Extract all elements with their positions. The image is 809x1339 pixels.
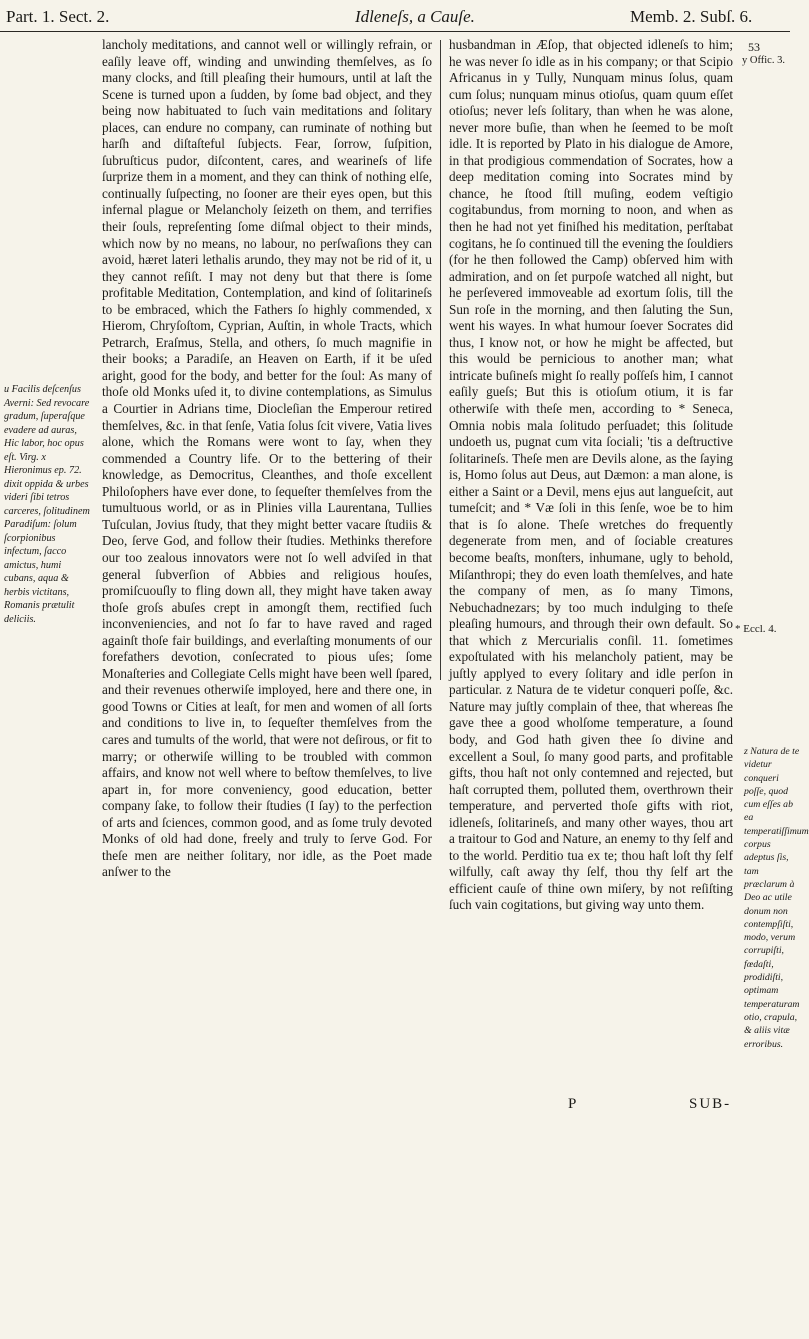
column-divider (440, 40, 441, 680)
header-member-subsection: Memb. 2. Subſ. 6. (630, 7, 753, 26)
header-part-section: Part. 1. Sect. 2. (6, 7, 110, 26)
catchword: SUB- (689, 1096, 732, 1112)
right-margin-notes: z Natura de te videtur conqueri poſſe, quod cum eſſes ab ea temperatiſſimum corpus adeptus ſis, tam præclarum à Deo ac utile donum non contempſiſti, modo, verum corrupiſti, fœdaſti, prodidiſti, optimam temperaturam otio, crapula, & aliis vitæ erroribus. (744, 746, 809, 1050)
right-text-column (449, 37, 733, 914)
header-rule (0, 31, 790, 32)
left-text-column (102, 37, 432, 881)
signature-mark: P (568, 1096, 577, 1112)
left-column-text: lancholy meditations, and cannot well or willingly refrain, or eaſily leave off, winding and unwinding themſelves, as ſo many clocks, and ſtill pleaſing their humours, until at laſt the Scene is turned upon a ſudden, by ſome bad object, and they being now habituated to ſuch vain meditations and ſolitary places, can endure no company, can ruminate of nothing but harſh and diſtaſteful ſubjects. Fear, ſorrow, ſuſpition, ſubruſticus pudor, diſcontent, cares, and wearineſs of life ſurprize them in a moment, and they can think of nothing elſe, continually ſuſpecting, no ſooner are their eyes open, but this infernal plague or Melancholy ſeizeth on them, and terrifies their ſouls, repreſenting ſome diſmal object to their minds, which now by no means, no labour, no perſwaſions they can avoid, hæret lateri lethalis arundo, they may not be rid of it, u they cannot reſiſt. I may not deny but that there is ſome profitable Meditation, Contemplation, and kind of ſolitarineſs to be embraced, which the Fathers ſo highly commended, x Hierom, Chryſoſtom, Cyprian, Auſtin, in whole Tracts, which Petrarch, Eraſmus, Stella, and others, ſo much magnifie in their books; a Paradiſe, an Heaven on Earth, if it be uſed aright, good for the body, and better for the ſoul: As many of thoſe old Monks uſed it, to divine contemplations, as Simulus a Courtier in Adrians time, Diocleſian the Emperour retired themſelves, &c. in that ſenſe, Vatia ſolus ſcit vivere, Vatia lives alone, which the Romans were wont to ſay, when they commended a Country life. Or to the bettering of their knowledge, as Democritus, Cleanthes, and thoſe excellent Philoſophers have ever done, to ſequeſter themſelves from the tumultuous world, or as in Plinies villa Laurentana, Tullies Tuſculan, Jovius ſtudy, that they might better vacare ſtudiis & Deo, ſerve God, and follow their ſtudies. Methinks therefore our too zealous innovators were not ſo well adviſed in that general ſubverſion of Abbies and religious houſes, promiſcuouſly to fling down all, they might have taken away thoſe groſs abuſes crept in amongſt them, rectified ſuch inconveniencies, and not ſo far to have raved and raged againſt thoſe fair buildings, and everlaſting monuments of our forefathers devotion, conſecrated to pious uſes; ſome Monaſteries and Collegiate Cells might have been well ſpared, and their revenues otherwiſe imployed, here and there one, in good Towns or Cities at leaſt, for men and women of all ſorts and conditions to live in, to ſequeſter themſelves from the cares and tumults of the world, that were not deſirous, or fit to marry; or otherwiſe willing to be troubled with common affairs, and know not well where to beſtow themſelves, to live apart in, for more conveniency, good education, better company ſake, to follow their ſtudies (I ſay) to the perfection of arts and ſciences, common good, and as ſome truly devoted Monks of old had done, freely and truly to ſerve God. For theſe men are neither ſolitary, nor idle, as the Poet made anſwer to the (102, 37, 432, 880)
header-title: Idleneſs, a Cauſe. (355, 7, 475, 26)
margin-ref-offic: y Offic. 3. (742, 55, 785, 66)
right-column-text: husbandman in Æſop, that objected idleneſs to him; he was never ſo idle as in his company; or that Scipio Africanus in y Tully, Nunquam minus ſolus, quam cum ſolus; nunquam minus otioſus, quam quum eſſet otioſus; never leſs ſolitary, than when he was alone, never more buſie, than when he ſeemed to be moſt idle. It is reported by Plato in his dialogue de Amore, in that prodigious commendation of Socrates, how a deep meditation coming into Socrates mind by chance, he ſtood ſtill muſing, eodem veſtigio cogitabundus, from morning to noon, and when as then he had not yet finiſhed his meditation, perſtabat cogitans, he ſo continued till the evening the ſouldiers (for he then followed the Camp) obſerved him with admiration, and on ſet purpoſe watched all night, but he perſevered immoveable ad exortum ſolis, till the Sun roſe in the morning, and then ſaluting the Sun, went his wayes. In what humour ſoever Socrates did thus, I know not, or how he might be affected, but this would be pernicious to another man; what intricate buſineſs might ſo really poſſeſs him, I cannot eaſily gueſs; But this is otioſum otium, it is far otherwiſe with theſe men, according to * Seneca, Omnia nobis mala ſolitudo perſuadet; this ſolitude undoeth us, pugnat cum vita ſociali; 'tis a deſtructive ſolitarineſs. Theſe men are Devils alone, as the ſaying is, Homo ſolus aut Deus, aut Dæmon: a man alone, is either a Saint or a Devil, mens ejus aut langueſcit, aut tumeſcit; and * Væ ſoli in this ſenſe, woe be to him that is ſo alone. Theſe wretches do frequently degenerate from men, and of ſociable creatures become beaſts, monſters, inhumane, ugly to behold, Miſanthropi; they do even loath themſelves, and hate the company of men, as ſo many Timons, Nebuchadnezars; by too much indulging to theſe pleaſing humours, and through their own default. So that which z Mercurialis conſil. 11. ſometimes expoſtulated with his melancholy patient, may be juſtly applyed to every ſolitary and idle perſon in particular. z Natura de te videtur conqueri poſſe, &c. Nature may juſtly complain of thee, that whereas ſhe gave thee a good wholſome temperature, a ſound body, and God hath given thee ſo divine and excellent a Soul, ſo many good parts, and profitable gifts, thou haſt not only contemned and rejected, but haſt corrupted them, polluted them, overthrown their temperature, and perverted thoſe gifts with riot, idleneſs, ſolitarineſs, and many other wayes, thou art a traitour to God and Nature, an enemy to thy ſelf and to the world. Perditio tua ex te; thou haſt loſt thy ſelf wilfully, caſt away thy ſelf, thou thy ſelf art the efficient cauſe of thine own miſery, by not reſiſting ſuch vain cogitations, but giving way unto them. (449, 37, 733, 913)
page-number: 53 (748, 40, 760, 54)
margin-ref-eccl: * Eccl. 4. (735, 623, 777, 635)
left-margin-notes: u Facilis deſcenſus Averni: Sed revocare gradum, ſuperaſque evadere ad auras, Hic labor, hoc opus eſt. Virg. x Hieronimus ep. 72. dixit oppida & urbes videri ſibi tetros carceres, ſolitudinem Paradiſum: ſolum ſcorpionibus infectum, ſacco amictus, humi cubans, aqua & herbis victitans, Romanis prætulit deliciis. (4, 384, 90, 625)
running-header (0, 0, 801, 40)
